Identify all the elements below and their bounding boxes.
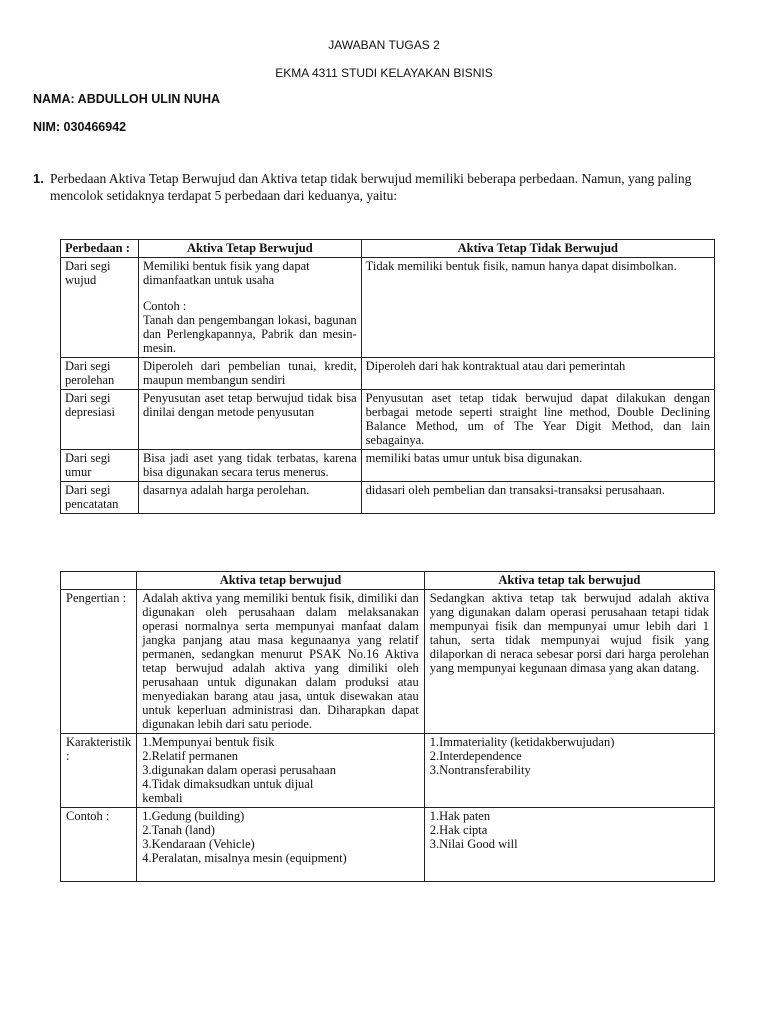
- student-name: NAMA: ABDULLOH ULIN NUHA: [33, 92, 221, 106]
- cell-berwujud: Diperoleh dari pembelian tunai, kredit, maupun membangun sendiri: [138, 358, 361, 390]
- cell-tidak-berwujud: Diperoleh dari hak kontraktual atau dari pemerintah: [361, 358, 714, 390]
- row-label: Contoh :: [61, 808, 137, 882]
- list-item: 4.Peralatan, misalnya mesin (equipment): [142, 851, 347, 865]
- list-item: 2.Interdependence: [429, 749, 522, 763]
- list-item: 4.Tidak dimaksudkan untuk dijual kembali: [142, 777, 314, 805]
- header-berwujud: Aktiva Tetap Berwujud: [138, 240, 361, 258]
- karakteristik-tak-berwujud: [424, 734, 714, 808]
- table-row: [61, 258, 715, 358]
- contoh-tak-berwujud: [424, 808, 714, 882]
- list-item: 2.Hak cipta: [429, 823, 488, 837]
- list-item: 3.Kendaraan (Vehicle): [142, 837, 255, 851]
- document-title: JAWABAN TUGAS 2: [328, 38, 440, 52]
- comparison-table: [60, 239, 715, 514]
- row-label: Dari segi depresiasi: [61, 390, 139, 450]
- table-row: [61, 808, 715, 882]
- table-row: [61, 734, 715, 808]
- header-empty: [61, 572, 137, 590]
- row-label: Dari segi pencatatan: [61, 482, 139, 514]
- question-text: Perbedaan Aktiva Tetap Berwujud dan Aktiva tetap tidak berwujud memiliki beberapa perbedaan. Namun, yang paling mencolok setidaknya terdapat 5 perbedaan dari keduanya, yaitu:: [50, 171, 692, 203]
- table-header-row: [61, 572, 715, 590]
- table-row: [61, 482, 715, 514]
- list-item: 1.Hak paten: [429, 809, 491, 823]
- header-perbedaan: Perbedaan :: [61, 240, 139, 258]
- cell-berwujud: Penyusutan aset tetap berwujud tidak bisa dinilai dengan metode penyusutan: [138, 390, 361, 450]
- contoh-berwujud: [137, 808, 424, 882]
- pengertian-tak-berwujud: Sedangkan aktiva tetap tak berwujud adalah aktiva yang digunakan dalam operasi perusahaan tetapi tidak mempunyai fisik dan mempunyai umur lebih dari 1 tahun, serta tidak mempunyai wujud fisik yang dilaporkan di neraca sebesar porsi dari harga perolehan yang mempunyai kegunaan dimasa yang akan datang.: [424, 590, 714, 734]
- pengertian-berwujud: Adalah aktiva yang memiliki bentuk fisik, dimiliki dan digunakan oleh perusahaan dalam melaksanakan operasi normalnya serta mempunyai manfaat dalam jangka panjang atau masa kegunaanya yang relatif permanen, sedangkan menurut PSAK No.16 Aktiva tetap berwujud adalah aktiva yang dimiliki oleh perusahaan untuk digunakan dalam produksi atau menyediakan barang atau jasa, untuk disewakan atau untuk keperluan administrasi dan. Diharapkan dapat digunakan lebih dari satu periode.: [137, 590, 424, 734]
- cell-berwujud: Bisa jadi aset yang tidak terbatas, karena bisa digunakan secara terus menerus.: [138, 450, 361, 482]
- definition-table: [60, 571, 715, 882]
- header-berwujud: Aktiva tetap berwujud: [137, 572, 424, 590]
- list-item: 3.Nontransferability: [429, 763, 531, 777]
- question-number: 1.: [33, 171, 44, 186]
- header-tidak-berwujud: Aktiva Tetap Tidak Berwujud: [361, 240, 714, 258]
- list-item: 3.digunakan dalam operasi perusahaan: [142, 763, 336, 777]
- karakteristik-berwujud: [137, 734, 424, 808]
- list-item: 2.Tanah (land): [142, 823, 215, 837]
- student-nim: NIM: 030466942: [33, 120, 127, 134]
- cell-tidak-berwujud: didasari oleh pembelian dan transaksi-transaksi perusahaan.: [361, 482, 714, 514]
- course-title: EKMA 4311 STUDI KELAYAKAN BISNIS: [275, 66, 493, 80]
- list-item: 1.Mempunyai bentuk fisik: [142, 735, 275, 749]
- list-item: 2.Relatif permanen: [142, 749, 239, 763]
- table-row: [61, 590, 715, 734]
- row-label: Dari segi umur: [61, 450, 139, 482]
- row-label: Karakteristik :: [61, 734, 137, 808]
- cell-tidak-berwujud: memiliki batas umur untuk bisa digunakan.: [361, 450, 714, 482]
- row-label: Dari segi perolehan: [61, 358, 139, 390]
- table-row: [61, 390, 715, 450]
- list-item: 3.Nilai Good will: [429, 837, 518, 851]
- cell-berwujud: [138, 258, 361, 358]
- cell-tidak-berwujud: Penyusutan aset tetap tidak berwujud dapat dilakukan dengan berbagai metode seperti straight line method, Double Declining Balance Method, um of The Year Digit Method, dan lain sebagainya.: [361, 390, 714, 450]
- row-label: Pengertian :: [61, 590, 137, 734]
- table-row: [61, 450, 715, 482]
- table-header-row: [61, 240, 715, 258]
- cell-berwujud: dasarnya adalah harga perolehan.: [138, 482, 361, 514]
- list-item: 1.Immateriality (ketidakberwujudan): [429, 735, 615, 749]
- cell-text: Memiliki bentuk fisik yang dapat dimanfaatkan untuk usaha: [142, 259, 310, 287]
- list-item: 1.Gedung (building): [142, 809, 245, 823]
- example-text: Tanah dan pengembangan lokasi, bagunan dan Perlengkapannya, Pabrik dan mesin-mesin.: [142, 313, 357, 355]
- cell-tidak-berwujud: Tidak memiliki bentuk fisik, namun hanya dapat disimbolkan.: [361, 258, 714, 358]
- header-tak-berwujud: Aktiva tetap tak berwujud: [424, 572, 714, 590]
- example-label: Contoh :: [142, 299, 187, 313]
- row-label: Dari segi wujud: [61, 258, 139, 358]
- table-row: [61, 358, 715, 390]
